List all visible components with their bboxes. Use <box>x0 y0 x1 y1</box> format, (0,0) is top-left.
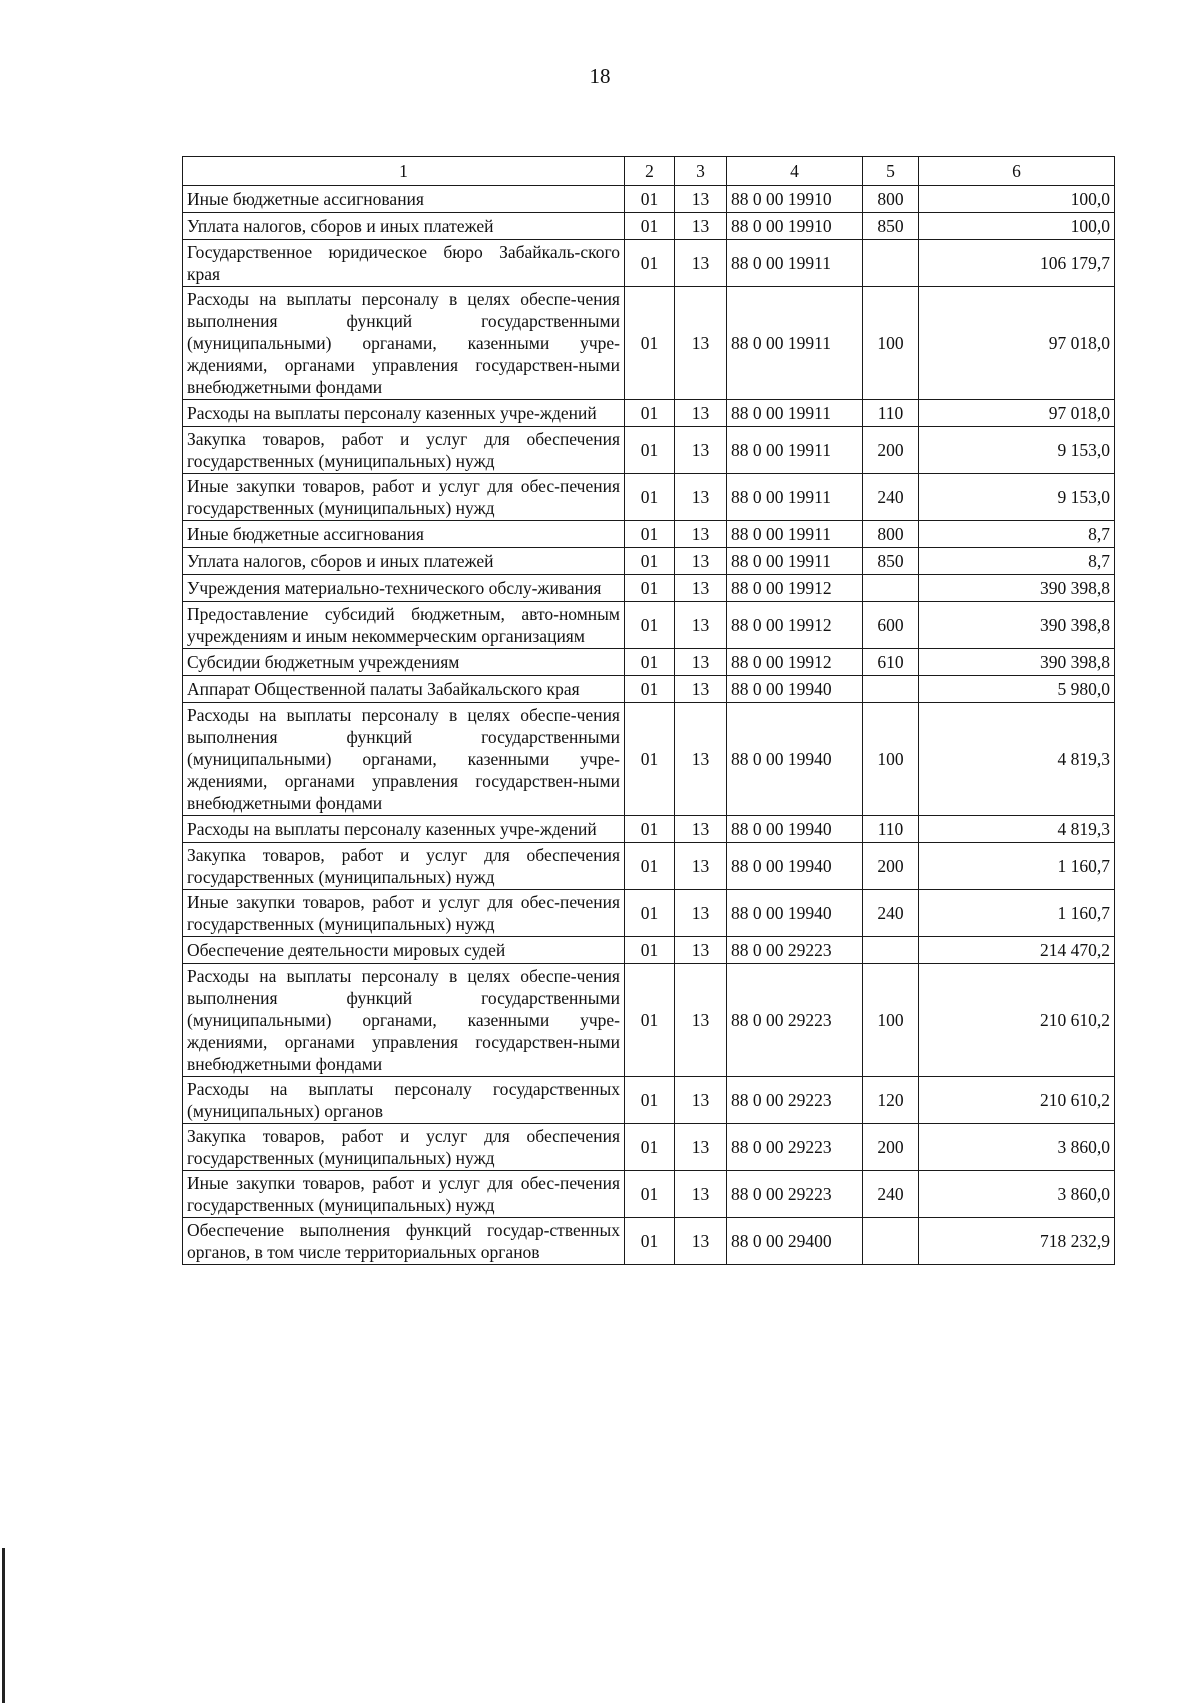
cell-name: Иные бюджетные ассигнования <box>183 521 625 548</box>
cell-target-code: 88 0 00 19911 <box>727 548 863 575</box>
table-row <box>183 1218 1115 1265</box>
cell-section: 01 <box>625 287 675 400</box>
cell-section: 01 <box>625 213 675 240</box>
cell-section: 01 <box>625 937 675 964</box>
cell-amount: 97 018,0 <box>919 400 1115 427</box>
cell-target-code: 88 0 00 19940 <box>727 816 863 843</box>
cell-amount: 1 160,7 <box>919 843 1115 890</box>
page-number: 18 <box>589 64 611 88</box>
cell-amount: 3 860,0 <box>919 1124 1115 1171</box>
cell-name: Субсидии бюджетным учреждениям <box>183 649 625 676</box>
cell-expense-type: 100 <box>863 964 919 1077</box>
cell-section: 01 <box>625 474 675 521</box>
cell-subsection: 13 <box>675 676 727 703</box>
cell-target-code: 88 0 00 19940 <box>727 703 863 816</box>
cell-name: Предоставление субсидий бюджетным, авто-номным учреждениям и иным некоммерческим организациям <box>183 602 625 649</box>
budget-table <box>182 156 1115 1265</box>
cell-expense-type: 240 <box>863 1171 919 1218</box>
cell-subsection: 13 <box>675 287 727 400</box>
cell-target-code: 88 0 00 19910 <box>727 186 863 213</box>
cell-section: 01 <box>625 521 675 548</box>
cell-amount: 3 860,0 <box>919 1171 1115 1218</box>
table-row <box>183 287 1115 400</box>
header-col-2: 2 <box>625 157 675 186</box>
cell-amount: 4 819,3 <box>919 816 1115 843</box>
table-row <box>183 427 1115 474</box>
table-row <box>183 186 1115 213</box>
cell-amount: 210 610,2 <box>919 964 1115 1077</box>
table-body <box>183 186 1115 1265</box>
cell-expense-type: 600 <box>863 602 919 649</box>
cell-expense-type: 850 <box>863 548 919 575</box>
cell-name: Уплата налогов, сборов и иных платежей <box>183 548 625 575</box>
cell-subsection: 13 <box>675 575 727 602</box>
cell-section: 01 <box>625 843 675 890</box>
cell-target-code: 88 0 00 19911 <box>727 427 863 474</box>
cell-subsection: 13 <box>675 703 727 816</box>
header-col-3: 3 <box>675 157 727 186</box>
cell-expense-type: 850 <box>863 213 919 240</box>
cell-subsection: 13 <box>675 1171 727 1218</box>
cell-name: Расходы на выплаты персоналу в целях обеспе-чения выполнения функций государственными (муниципальными) органами, казенными учре-ждениями, органами управления государствен-ными внебюджетными фондами <box>183 287 625 400</box>
cell-expense-type: 800 <box>863 521 919 548</box>
cell-subsection: 13 <box>675 843 727 890</box>
table-row <box>183 575 1115 602</box>
cell-target-code: 88 0 00 29400 <box>727 1218 863 1265</box>
cell-subsection: 13 <box>675 186 727 213</box>
cell-amount: 9 153,0 <box>919 427 1115 474</box>
cell-expense-type: 110 <box>863 816 919 843</box>
table-row <box>183 240 1115 287</box>
header-col-1: 1 <box>183 157 625 186</box>
cell-subsection: 13 <box>675 1124 727 1171</box>
cell-subsection: 13 <box>675 602 727 649</box>
table-row <box>183 649 1115 676</box>
cell-section: 01 <box>625 1171 675 1218</box>
cell-expense-type: 610 <box>863 649 919 676</box>
cell-subsection: 13 <box>675 937 727 964</box>
cell-amount: 8,7 <box>919 548 1115 575</box>
cell-target-code: 88 0 00 19940 <box>727 890 863 937</box>
cell-subsection: 13 <box>675 400 727 427</box>
cell-amount: 214 470,2 <box>919 937 1115 964</box>
cell-subsection: 13 <box>675 427 727 474</box>
cell-name: Иные закупки товаров, работ и услуг для обес-печения государственных (муниципальных) нужд <box>183 890 625 937</box>
cell-amount: 100,0 <box>919 213 1115 240</box>
cell-target-code: 88 0 00 29223 <box>727 1077 863 1124</box>
cell-name: Закупка товаров, работ и услуг для обеспечения государственных (муниципальных) нужд <box>183 843 625 890</box>
cell-section: 01 <box>625 427 675 474</box>
header-col-6: 6 <box>919 157 1115 186</box>
table-row <box>183 521 1115 548</box>
cell-name: Обеспечение деятельности мировых судей <box>183 937 625 964</box>
cell-target-code: 88 0 00 19940 <box>727 676 863 703</box>
header-col-5: 5 <box>863 157 919 186</box>
cell-amount: 100,0 <box>919 186 1115 213</box>
cell-subsection: 13 <box>675 240 727 287</box>
cell-name: Расходы на выплаты персоналу казенных учре-ждений <box>183 400 625 427</box>
table-row <box>183 400 1115 427</box>
cell-section: 01 <box>625 1077 675 1124</box>
table-row <box>183 676 1115 703</box>
cell-target-code: 88 0 00 29223 <box>727 964 863 1077</box>
cell-section: 01 <box>625 602 675 649</box>
cell-amount: 390 398,8 <box>919 575 1115 602</box>
cell-subsection: 13 <box>675 816 727 843</box>
cell-name: Закупка товаров, работ и услуг для обеспечения государственных (муниципальных) нужд <box>183 1124 625 1171</box>
cell-name: Государственное юридическое бюро Забайкаль-ского края <box>183 240 625 287</box>
cell-target-code: 88 0 00 19911 <box>727 474 863 521</box>
cell-expense-type: 800 <box>863 186 919 213</box>
cell-expense-type: 240 <box>863 890 919 937</box>
cell-target-code: 88 0 00 19911 <box>727 287 863 400</box>
cell-subsection: 13 <box>675 649 727 676</box>
cell-amount: 106 179,7 <box>919 240 1115 287</box>
margin-mark <box>2 1548 5 1703</box>
cell-target-code: 88 0 00 19911 <box>727 521 863 548</box>
table-row <box>183 1124 1115 1171</box>
cell-subsection: 13 <box>675 521 727 548</box>
cell-section: 01 <box>625 186 675 213</box>
cell-section: 01 <box>625 676 675 703</box>
cell-section: 01 <box>625 1124 675 1171</box>
cell-amount: 390 398,8 <box>919 602 1115 649</box>
cell-subsection: 13 <box>675 1218 727 1265</box>
table-row <box>183 602 1115 649</box>
header-col-4: 4 <box>727 157 863 186</box>
cell-name: Расходы на выплаты персоналу в целях обеспе-чения выполнения функций государственными (муниципальными) органами, казенными учре-ждениями, органами управления государствен-ными внебюджетными фондами <box>183 703 625 816</box>
table-row <box>183 1171 1115 1218</box>
cell-target-code: 88 0 00 19940 <box>727 843 863 890</box>
cell-subsection: 13 <box>675 548 727 575</box>
cell-section: 01 <box>625 575 675 602</box>
cell-amount: 718 232,9 <box>919 1218 1115 1265</box>
table-row <box>183 703 1115 816</box>
cell-expense-type: 200 <box>863 1124 919 1171</box>
cell-name: Учреждения материально-технического обслу-живания <box>183 575 625 602</box>
cell-expense-type: 200 <box>863 843 919 890</box>
cell-expense-type: 240 <box>863 474 919 521</box>
cell-amount: 4 819,3 <box>919 703 1115 816</box>
cell-name: Уплата налогов, сборов и иных платежей <box>183 213 625 240</box>
cell-target-code: 88 0 00 19912 <box>727 649 863 676</box>
cell-amount: 8,7 <box>919 521 1115 548</box>
cell-name: Расходы на выплаты персоналу казенных учре-ждений <box>183 816 625 843</box>
cell-section: 01 <box>625 816 675 843</box>
cell-subsection: 13 <box>675 474 727 521</box>
cell-section: 01 <box>625 1218 675 1265</box>
cell-target-code: 88 0 00 19911 <box>727 240 863 287</box>
cell-target-code: 88 0 00 19910 <box>727 213 863 240</box>
cell-name: Аппарат Общественной палаты Забайкальского края <box>183 676 625 703</box>
cell-target-code: 88 0 00 19912 <box>727 575 863 602</box>
cell-amount: 5 980,0 <box>919 676 1115 703</box>
cell-amount: 9 153,0 <box>919 474 1115 521</box>
cell-subsection: 13 <box>675 890 727 937</box>
cell-section: 01 <box>625 703 675 816</box>
cell-expense-type <box>863 676 919 703</box>
cell-name: Расходы на выплаты персоналу государственных (муниципальных) органов <box>183 1077 625 1124</box>
table-row <box>183 548 1115 575</box>
cell-target-code: 88 0 00 19911 <box>727 400 863 427</box>
cell-name: Иные закупки товаров, работ и услуг для обес-печения государственных (муниципальных) нужд <box>183 474 625 521</box>
cell-expense-type <box>863 240 919 287</box>
table-row <box>183 890 1115 937</box>
table-row <box>183 816 1115 843</box>
cell-subsection: 13 <box>675 1077 727 1124</box>
cell-amount: 97 018,0 <box>919 287 1115 400</box>
cell-section: 01 <box>625 890 675 937</box>
table-header-row <box>183 157 1115 186</box>
cell-section: 01 <box>625 964 675 1077</box>
cell-name: Закупка товаров, работ и услуг для обеспечения государственных (муниципальных) нужд <box>183 427 625 474</box>
table-row <box>183 474 1115 521</box>
table-row <box>183 843 1115 890</box>
cell-expense-type: 110 <box>863 400 919 427</box>
cell-name: Обеспечение выполнения функций государ-ственных органов, в том числе территориальных органов <box>183 1218 625 1265</box>
cell-subsection: 13 <box>675 964 727 1077</box>
table-row <box>183 937 1115 964</box>
cell-name: Иные бюджетные ассигнования <box>183 186 625 213</box>
table-row <box>183 964 1115 1077</box>
table-row <box>183 1077 1115 1124</box>
cell-amount: 390 398,8 <box>919 649 1115 676</box>
cell-name: Расходы на выплаты персоналу в целях обеспе-чения выполнения функций государственными (муниципальными) органами, казенными учре-ждениями, органами управления государствен-ными внебюджетными фондами <box>183 964 625 1077</box>
cell-target-code: 88 0 00 29223 <box>727 1171 863 1218</box>
cell-target-code: 88 0 00 19912 <box>727 602 863 649</box>
table-row <box>183 213 1115 240</box>
cell-target-code: 88 0 00 29223 <box>727 1124 863 1171</box>
cell-section: 01 <box>625 649 675 676</box>
cell-expense-type: 100 <box>863 287 919 400</box>
cell-section: 01 <box>625 400 675 427</box>
cell-expense-type: 100 <box>863 703 919 816</box>
cell-subsection: 13 <box>675 213 727 240</box>
cell-section: 01 <box>625 548 675 575</box>
cell-expense-type <box>863 575 919 602</box>
cell-expense-type: 120 <box>863 1077 919 1124</box>
cell-name: Иные закупки товаров, работ и услуг для обес-печения государственных (муниципальных) нужд <box>183 1171 625 1218</box>
cell-expense-type <box>863 937 919 964</box>
cell-expense-type: 200 <box>863 427 919 474</box>
cell-target-code: 88 0 00 29223 <box>727 937 863 964</box>
cell-expense-type <box>863 1218 919 1265</box>
cell-amount: 1 160,7 <box>919 890 1115 937</box>
cell-amount: 210 610,2 <box>919 1077 1115 1124</box>
cell-section: 01 <box>625 240 675 287</box>
